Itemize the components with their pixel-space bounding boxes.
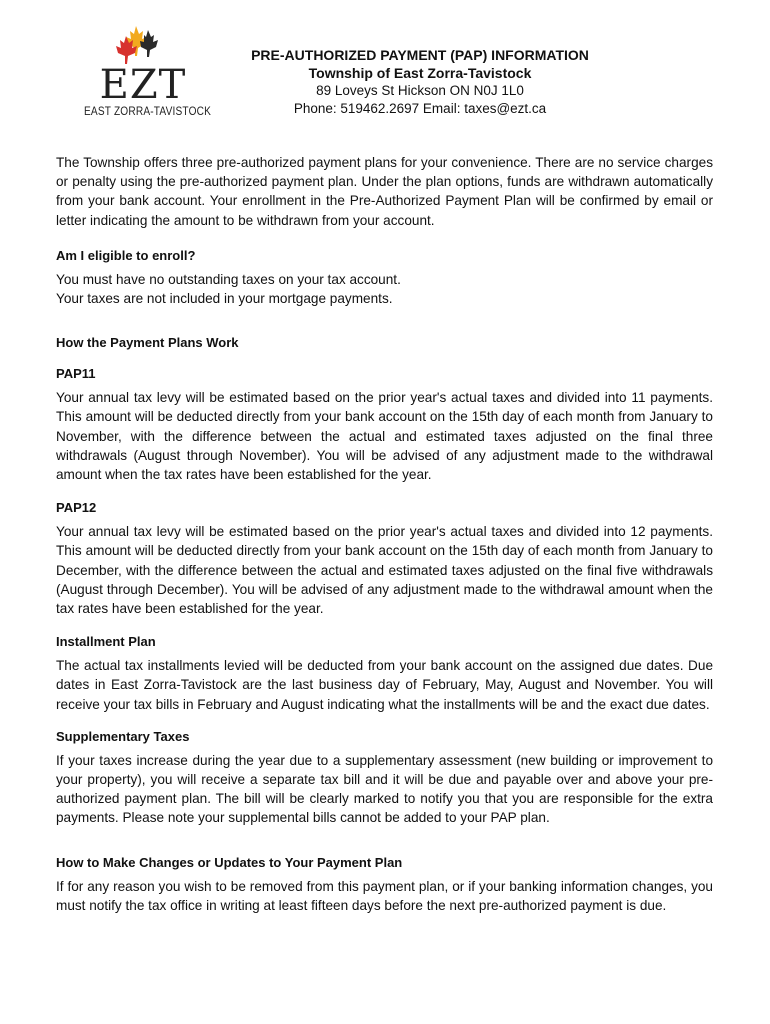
changes-body: If for any reason you wish to be removed from this payment plan, or if your banking information changes, you must notify the tax office in writing at least fifteen days before the next pre-authorized payment is due. [56,878,713,913]
installment-body: The actual tax installments levied will be deducted from your bank account on the assigned due dates. Due dates in East Zorra-Tavistock are the last business day of February, May, August and November. You will receive your tax bills in February and August indicating what the installments will be and the exact due dates. [56,658,713,712]
document-header [230,46,610,118]
intro-paragraph: The Township offers three pre-authorized payment plans for your convenience. There are no service charges or penalty using the pre-authorized payment plan. Under the plan options, funds are withdrawn automatically from your bank account. Your enrollment in the Pre-Authorized Payment Plan will be confirmed by email or letter indicating the amount to be withdrawn from your account. [56,155,713,228]
pap12-heading: PAP12 [56,500,97,516]
supplementary-heading: Supplementary Taxes [56,728,190,744]
plans-heading: How the Payment Plans Work [56,335,239,351]
pap11-body: Your annual tax levy will be estimated based on the prior year's actual taxes and divided into 11 payments. This amount will be deducted directly from your bank account on the 15th day of each month from January to November, with the difference between the actual and estimated taxes adjusted on the final three withdrawals (August through November). You will be advised of any adjustment made to the withdrawal amount when the tax rates have been established for the year. [56,390,713,483]
pap11-heading: PAP11 [56,366,96,382]
eligibility-line: You must have no outstanding taxes on your tax account. [56,271,401,287]
pap12-body: Your annual tax levy will be estimated based on the prior year's actual taxes and divided into 12 payments. This amount will be deducted directly from your bank account on the 15th day of each month from January to December, with the difference between the actual and estimated taxes adjusted on the final five withdrawals (August through December). You will be advised of any adjustment made to the withdrawal amount when the tax rates have been established for the year. [56,524,713,617]
document-title: PRE-AUTHORIZED PAYMENT (PAP) INFORMATION [251,47,589,63]
organization-name: Township of East Zorra-Tavistock [308,65,532,81]
document-body [56,153,713,915]
logo-abbreviation: EZT [99,62,187,108]
organization-address: 89 Loveys St Hickson ON N0J 1L0 [316,83,524,98]
eligibility-heading: Am I eligible to enroll? [56,247,196,263]
township-logo [84,22,212,122]
eligibility-line: Your taxes are not included in your mortgage payments. [56,291,393,307]
maple-leaf-icon [114,22,170,66]
supplementary-body: If your taxes increase during the year due to a supplementary assessment (new building or improvement to your property), you will receive a separate tax bill and it will be due and payable over and above your pre-authorized payment plan. The bill will be clearly marked to notify you that you are responsible for the extra payments. Please note your supplemental bills cannot be added to your PAP plan. [56,752,713,826]
organization-contact: Phone: 519462.2697 Email: taxes@ezt.ca [293,101,547,116]
installment-heading: Installment Plan [56,634,156,650]
logo-full-name: EAST ZORRA-TAVISTOCK [84,106,212,118]
changes-heading: How to Make Changes or Updates to Your Payment Plan [56,854,403,870]
